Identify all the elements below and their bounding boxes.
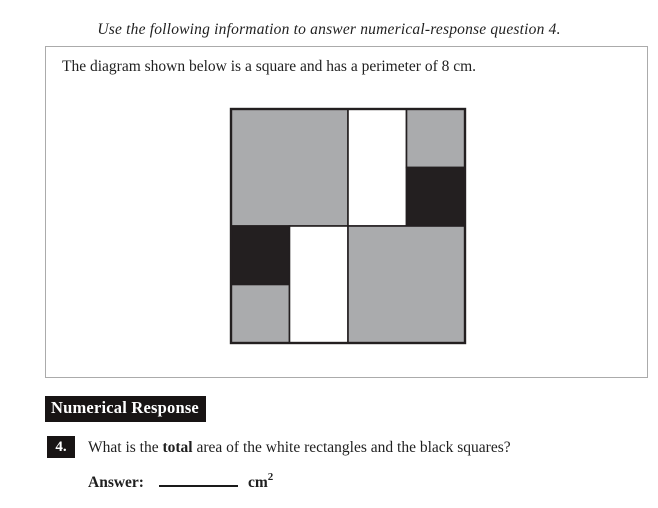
information-text: The diagram shown below is a square and has a perimeter of 8 cm. bbox=[62, 58, 477, 75]
answer-row bbox=[88, 472, 273, 492]
section-label-numerical-response: Numerical Response bbox=[45, 396, 206, 422]
question-text-after: area of the white rectangles and the black squares? bbox=[192, 439, 511, 456]
question-text-bold: total bbox=[162, 439, 193, 456]
region-gray-top-right bbox=[407, 109, 466, 168]
region-black-left-middle bbox=[231, 226, 290, 285]
region-gray-left-bottom bbox=[231, 285, 290, 344]
answer-blank bbox=[159, 472, 238, 487]
diagram-svg bbox=[229, 107, 467, 345]
answer-unit-text: cm bbox=[247, 474, 268, 492]
question-number-badge: 4. bbox=[47, 436, 75, 458]
question-text bbox=[88, 439, 511, 457]
answer-unit-exponent: 2 bbox=[267, 471, 274, 483]
region-white-bottom-middle bbox=[290, 226, 349, 343]
answer-label: Answer: bbox=[88, 474, 144, 492]
region-gray-top-left bbox=[231, 109, 348, 226]
region-white-top-middle bbox=[348, 109, 407, 226]
answer-unit bbox=[247, 471, 274, 492]
question-text-before: What is the bbox=[88, 439, 163, 456]
square-diagram bbox=[229, 107, 467, 345]
region-black-right-middle bbox=[407, 168, 466, 227]
instruction-header: Use the following information to answer numerical-response question 4. bbox=[97, 21, 561, 38]
information-box bbox=[45, 46, 648, 378]
region-gray-bottom-right bbox=[348, 226, 465, 343]
